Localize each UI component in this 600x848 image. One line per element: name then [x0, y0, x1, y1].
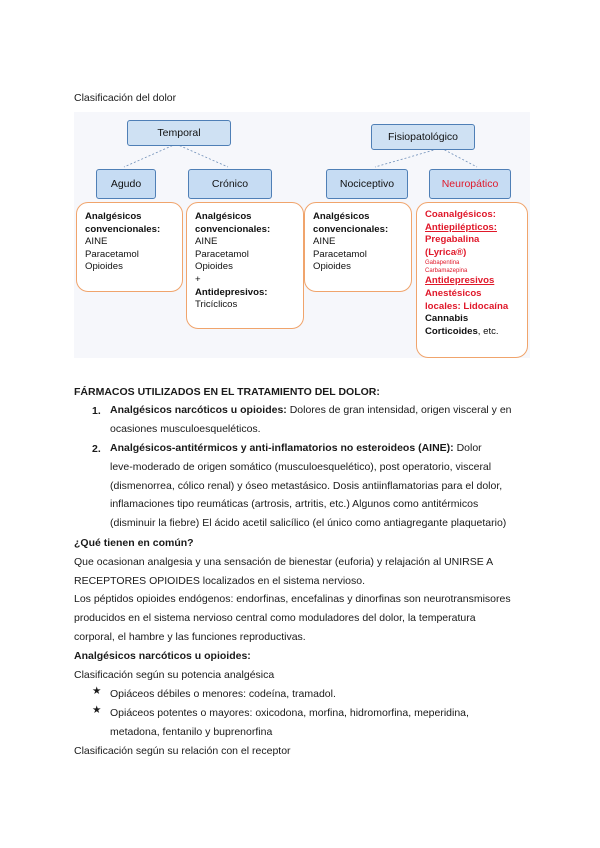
- card-line: locales: Lidocaína: [425, 300, 509, 312]
- card-line: Gabapentina: [425, 260, 460, 267]
- corticoides-text: Corticoides: [425, 325, 478, 337]
- agudo-node: Agudo: [96, 169, 156, 199]
- item-text: ocasiones musculoesqueléticos.: [110, 422, 261, 435]
- card-line: Analgésicos: [313, 211, 370, 222]
- card-line: [425, 326, 521, 339]
- paragraph-line: Clasificación según su relación con el receptor: [74, 745, 291, 757]
- fisiopatologico-node: Fisiopatológico: [371, 124, 475, 150]
- list-item-2: [110, 439, 506, 533]
- star-bullet-icon: ★: [92, 685, 102, 697]
- card-line: Opioides: [313, 261, 351, 273]
- card-line: Cannabis: [425, 313, 469, 325]
- bullet-item-1: Opiáceos débiles o menores: codeína, tramadol.: [110, 688, 336, 700]
- bullet-line: Opiáceos potentes o mayores: oxicodona, morfina, hidromorfina, meperidina,: [110, 707, 469, 719]
- card-line: (Lyrica®): [425, 246, 467, 258]
- body-block: [74, 534, 511, 684]
- card-line: convencionales:: [313, 223, 389, 235]
- card-line: Analgésicos: [195, 211, 252, 222]
- item-text: (dismenorrea, cólico renal) y óseo metastásico. Dosis antiinflamatorias para el dolor,: [110, 479, 503, 492]
- star-bullet-icon: ★: [92, 704, 102, 716]
- paragraph-line: Clasificación según su potencia analgésica: [74, 668, 275, 681]
- item-text: Dolores de gran intensidad, origen visceral y en: [286, 404, 512, 416]
- card-line: Carbamazepina: [425, 268, 468, 275]
- card-line: AINE: [313, 236, 336, 248]
- paragraph-line: RECEPTORES OPIOIDES localizados en el sistema nervioso.: [74, 574, 366, 587]
- etc-text: , etc.: [477, 325, 499, 337]
- card-line: Tricíclicos: [195, 299, 238, 311]
- card-line: Anestésicos: [425, 287, 482, 299]
- card-line: convencionales:: [85, 223, 161, 235]
- list-number: 1.: [92, 405, 101, 417]
- item-text: leve-moderado de origen somático (musculoesquelético), post operatorio, visceral: [110, 460, 492, 473]
- card-line: Antidepresivos: [425, 275, 495, 287]
- subheading-comun: ¿Qué tienen en común?: [74, 537, 194, 549]
- nociceptivo-node: Nociceptivo: [326, 169, 408, 199]
- paragraph-line: Que ocasionan analgesia y una sensación de bienestar (euforia) y relajación al UNIRSE A: [74, 555, 494, 568]
- card-line: AINE: [85, 236, 108, 248]
- item-text: inflamaciones tipo reumáticas (artrosis, artritis, etc.) Algunos como antitérmicos: [110, 498, 479, 511]
- temporal-node: Temporal: [127, 120, 231, 146]
- card-line: +: [195, 273, 201, 285]
- item-text: (disminuir la fiebre) El ácido acetil salicílico (el único como antiagregante plaquetario): [110, 517, 507, 530]
- card-line: AINE: [195, 236, 218, 248]
- item-bold: Analgésicos narcóticos u opioides:: [110, 404, 287, 416]
- card-line: Antiepilépticos:: [425, 221, 497, 233]
- card-line: Paracetamol: [195, 248, 249, 260]
- paragraph-line: corporal, el hambre y las funciones reproductivas.: [74, 630, 306, 643]
- card-line: Paracetamol: [85, 248, 139, 260]
- nociceptivo-card: [304, 202, 412, 292]
- neuropatico-node: Neuropático: [429, 169, 511, 199]
- card-line: convencionales:: [195, 223, 271, 235]
- paragraph-line: Los péptidos opioides endógenos: endorfinas, encefalinas y dinorfinas son neurotransmisores: [74, 593, 511, 606]
- card-line: Opioides: [85, 261, 123, 273]
- neuropatico-card: [416, 202, 528, 358]
- bullet-item-2: [110, 704, 469, 742]
- list-item-1: [110, 401, 512, 439]
- list-number: 2.: [92, 443, 101, 455]
- card-line: Pregabalina: [425, 234, 480, 246]
- paragraph-line: producidos en el sistema nervioso central como moduladores del dolor, la temperatura: [74, 612, 476, 625]
- cronico-card: [186, 202, 304, 329]
- section-heading-farmacos: FÁRMACOS UTILIZADOS EN EL TRATAMIENTO DEL DOLOR:: [74, 386, 380, 398]
- diagram-caption: Clasificación del dolor: [74, 92, 177, 104]
- card-line: Paracetamol: [313, 248, 367, 260]
- cronico-node: Crónico: [188, 169, 272, 199]
- subheading-opioides: Analgésicos narcóticos u opioides:: [74, 649, 251, 662]
- pain-classification-diagram: [74, 112, 530, 358]
- card-line: Opioides: [195, 261, 233, 273]
- item-bold: Analgésicos-antitérmicos y anti-inflamatorios no esteroideos (AINE):: [110, 442, 454, 454]
- agudo-card: [76, 202, 183, 292]
- card-line: Coanalgésicos:: [425, 209, 496, 220]
- bullet-line: metadona, fentanilo y buprenorfina: [110, 725, 273, 738]
- card-line: Antidepresivos:: [195, 286, 268, 298]
- card-line: Analgésicos: [85, 211, 142, 222]
- item-text: Dolor: [453, 442, 482, 454]
